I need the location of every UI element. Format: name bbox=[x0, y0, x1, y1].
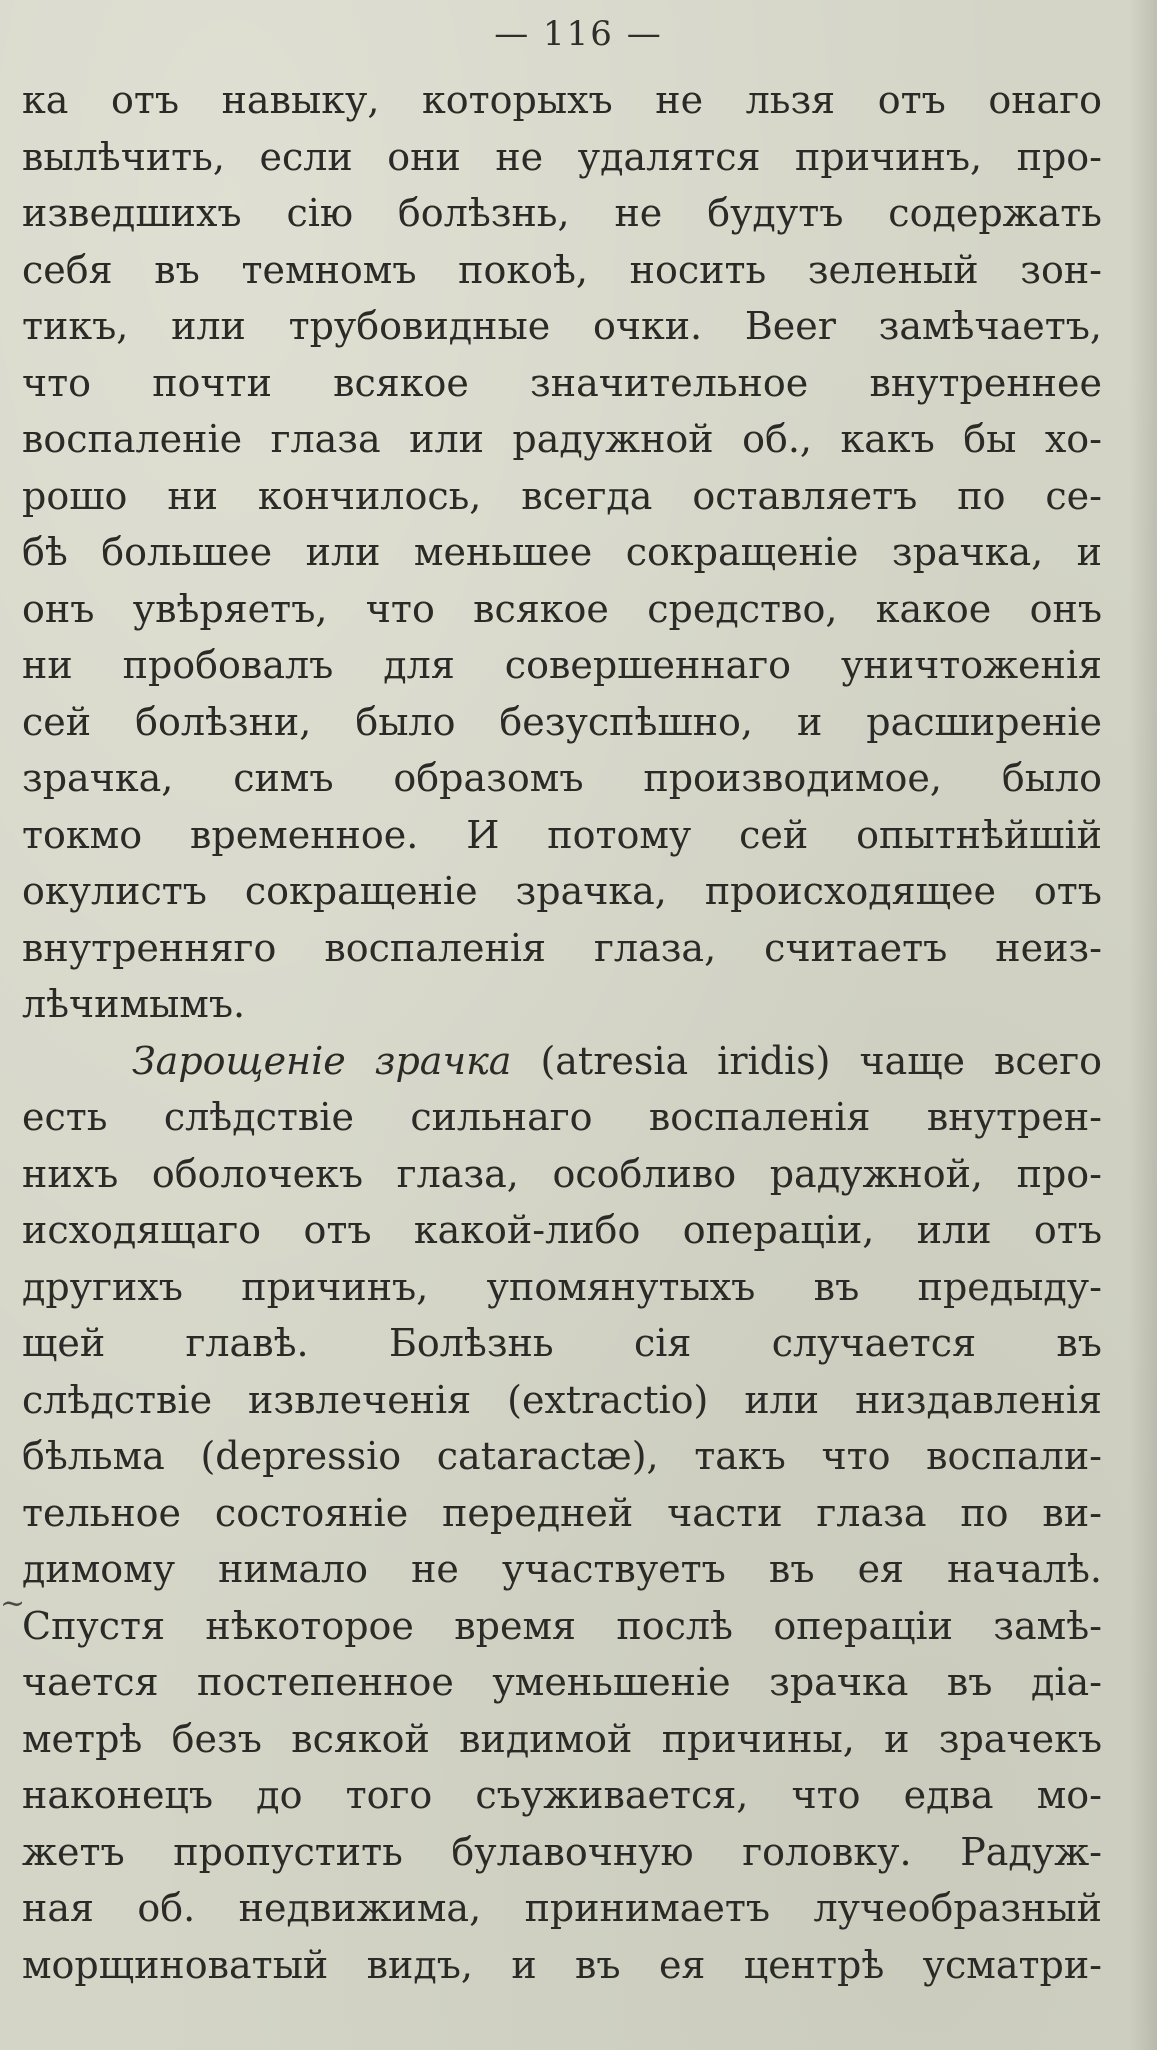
text-line: нихъ оболочекъ глаза, особливо радужной, про- bbox=[22, 1151, 1102, 1196]
text-line: тикъ, или трубовидные очки. Beer замѣчаетъ, bbox=[22, 304, 1102, 348]
text-line: что почти всякое значительное внутреннее bbox=[22, 360, 1102, 405]
text-line: сей болѣзни, было безуспѣшно, и расширеніе bbox=[22, 699, 1102, 744]
text-line: наконецъ до того съуживается, что едва мо- bbox=[22, 1773, 1102, 1817]
text-line: себя въ темномъ покоѣ, носить зеленый зон- bbox=[22, 247, 1102, 292]
page-edge-shadow bbox=[1129, 0, 1157, 2050]
text-line: онъ увѣряетъ, что всякое средство, какое онъ bbox=[22, 586, 1102, 631]
text-line-rest: (atresia iridis) чаще всего bbox=[540, 1038, 1102, 1083]
paragraph-start-line bbox=[22, 1033, 1102, 1090]
text-line: бѣ большее или меньшее сокращеніе зрачка, и bbox=[22, 530, 1102, 574]
text-line: ни пробовалъ для совершеннаго уничтоженія bbox=[22, 643, 1102, 687]
text-line: рошо ни кончилось, всегда оставляетъ по се- bbox=[22, 473, 1102, 518]
text-line: чается постепенное уменьшеніе зрачка въ діа- bbox=[22, 1660, 1102, 1704]
text-line: щей главѣ. Болѣзнь сія случается въ bbox=[22, 1321, 1102, 1365]
body-text bbox=[22, 72, 1102, 1993]
text-line: окулистъ сокращеніе зрачка, происходящее отъ bbox=[22, 869, 1102, 913]
text-line: исходящаго отъ какой-либо операціи, или отъ bbox=[22, 1208, 1102, 1252]
text-line: морщиноватый видъ, и въ ея центрѣ усматри- bbox=[22, 1942, 1102, 1987]
text-line: зрачка, симъ образомъ производимое, было bbox=[22, 756, 1102, 800]
margin-mark: ~ bbox=[0, 1586, 26, 1621]
text-line: метрѣ безъ всякой видимой причины, и зрачекъ bbox=[22, 1716, 1102, 1761]
text-line: вылѣчить, если они не удалятся причинъ, про- bbox=[22, 134, 1102, 179]
text-line: тельное состояніе передней части глаза по ви- bbox=[22, 1490, 1102, 1535]
text-line: бѣльма (depressio cataractæ), такъ что воспали- bbox=[22, 1434, 1102, 1478]
text-line: слѣдствіе извлеченія (extractio) или низдавленія bbox=[22, 1377, 1102, 1422]
page-number: — 116 — bbox=[494, 14, 663, 54]
text-line: другихъ причинъ, упомянутыхъ въ предыду- bbox=[22, 1264, 1102, 1309]
text-line: жетъ пропустить булавочную головку. Радуж- bbox=[22, 1829, 1102, 1874]
text-line: изведшихъ сію болѣзнь, не будутъ содержать bbox=[22, 191, 1102, 235]
text-line: воспаленіе глаза или радужной об., какъ бы хо- bbox=[22, 417, 1102, 461]
text-line: токмо временное. И потому сей опытнѣйшій bbox=[22, 812, 1102, 857]
text-line: ная об. недвижима, принимаетъ лучеобразный bbox=[22, 1886, 1102, 1930]
text-line: димому нимало не участвуетъ въ ея началѣ. bbox=[22, 1547, 1102, 1591]
text-line: есть слѣдствіе сильнаго воспаленія внутрен- bbox=[22, 1095, 1102, 1139]
text-line: внутренняго воспаленія глаза, считаетъ неиз- bbox=[22, 925, 1102, 970]
text-line: ка отъ навыку, которыхъ не льзя отъ онаго bbox=[22, 78, 1102, 122]
section-heading: Зарощеніе зрачка bbox=[132, 1038, 512, 1083]
text-line: Спустя нѣкоторое время послѣ операціи замѣ- bbox=[22, 1603, 1102, 1648]
text-line: лѣчимымъ. bbox=[22, 982, 246, 1026]
